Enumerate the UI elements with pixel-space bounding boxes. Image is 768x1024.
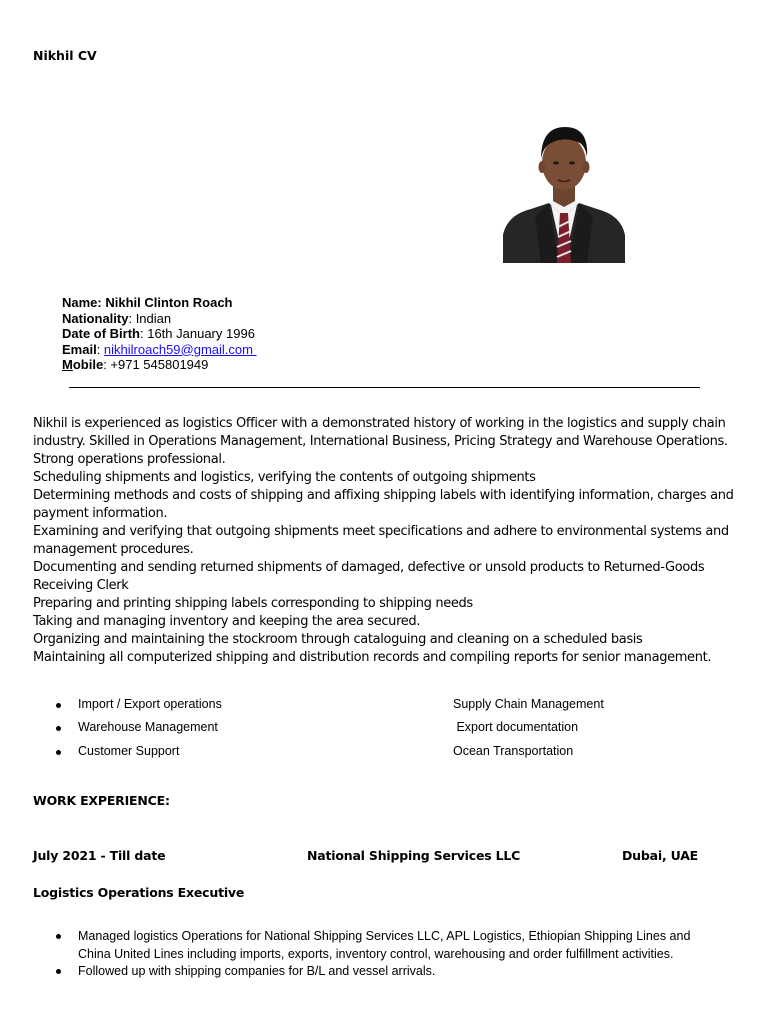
bullet-icon (56, 703, 61, 708)
summary-line: Scheduling shipments and logistics, verifying the contents of outgoing shipments (33, 470, 536, 485)
duty-text: Followed up with shipping companies for B/L and vessel arrivals. (78, 964, 436, 978)
job-company: National Shipping Services LLC (307, 848, 521, 863)
professional-summary (33, 415, 738, 667)
mobile-label-rest: obile (72, 357, 104, 372)
document-title: Nikhil CV (33, 48, 97, 63)
dob-line (62, 326, 257, 342)
job-dates: July 2021 - Till date (33, 848, 166, 863)
mobile-value: : +971 545801949 (103, 357, 209, 372)
job-title: Logistics Operations Executive (33, 885, 245, 900)
summary-line: Taking and managing inventory and keeping the area secured. (33, 614, 421, 629)
mobile-label (62, 357, 103, 372)
skill-item (56, 744, 356, 762)
skill-item-right: Export documentation (453, 720, 579, 734)
duty-item (56, 963, 696, 981)
skill-item-right: Ocean Transportation (453, 744, 574, 758)
skill-label: Import / Export operations (78, 697, 222, 711)
nationality-label: Nationality (62, 310, 129, 326)
dob-label: Date of Birth (62, 326, 140, 341)
work-experience-heading: WORK EXPERIENCE: (33, 793, 170, 808)
skill-label: Customer Support (78, 744, 180, 758)
personal-details (62, 295, 257, 373)
skill-item-right: Supply Chain Management (453, 697, 604, 711)
job-location: Dubai, UAE (622, 848, 699, 863)
email-link[interactable]: nikhilroach59@gmail.com (103, 341, 257, 357)
divider-line (69, 387, 700, 388)
skill-label: Warehouse Management (78, 720, 218, 734)
nationality-line (62, 311, 257, 327)
mobile-line (62, 357, 257, 373)
name-line (62, 295, 257, 311)
summary-line: Preparing and printing shipping labels corresponding to shipping needs (33, 596, 473, 611)
email-line (62, 342, 257, 358)
summary-line: Maintaining all computerized shipping and distribution records and compiling reports for senior management. (33, 650, 712, 665)
bullet-icon (56, 969, 61, 974)
summary-line: Examining and verifying that outgoing shipments meet specifications and adhere to environmental systems and management procedures. (33, 524, 729, 557)
summary-line: Determining methods and costs of shipping and affixing shipping labels with identifying information, charges and payment information. (33, 488, 734, 521)
bullet-icon (56, 750, 61, 755)
full-name: Nikhil Clinton Roach (105, 295, 233, 310)
bullet-icon (56, 934, 61, 939)
name-label: Name: (62, 295, 102, 310)
skill-item (56, 720, 356, 738)
skill-item (56, 697, 356, 715)
email-label: Email (62, 341, 97, 357)
nationality-value: : Indian (128, 310, 172, 326)
duty-text: Managed logistics Operations for National Shipping Services LLC, APL Logistics, Ethiopian Shipping Lines and China United Lines including imports, exports, inventory control, warehousing and order fulfillment activities. (78, 929, 691, 961)
email-separator: : (96, 341, 104, 357)
bullet-icon (56, 726, 61, 731)
dob-value: : 16th January 1996 (140, 326, 255, 341)
summary-line: Documenting and sending returned shipments of damaged, defective or unsold products to Returned-Goods Receiving Clerk (33, 560, 705, 593)
job-duties (56, 928, 696, 981)
duty-item (56, 928, 696, 963)
summary-line: Organizing and maintaining the stockroom through cataloguing and cleaning on a scheduled basis (33, 632, 643, 647)
mobile-label-initial: M (62, 357, 73, 372)
profile-photo (501, 117, 627, 263)
summary-paragraph: Nikhil is experienced as logistics Officer with a demonstrated history of working in the logistics and supply chain industry. Skilled in Operations Management, International Business, Pricing Strategy and Warehouse Operations. Strong operations professional. (33, 416, 728, 467)
